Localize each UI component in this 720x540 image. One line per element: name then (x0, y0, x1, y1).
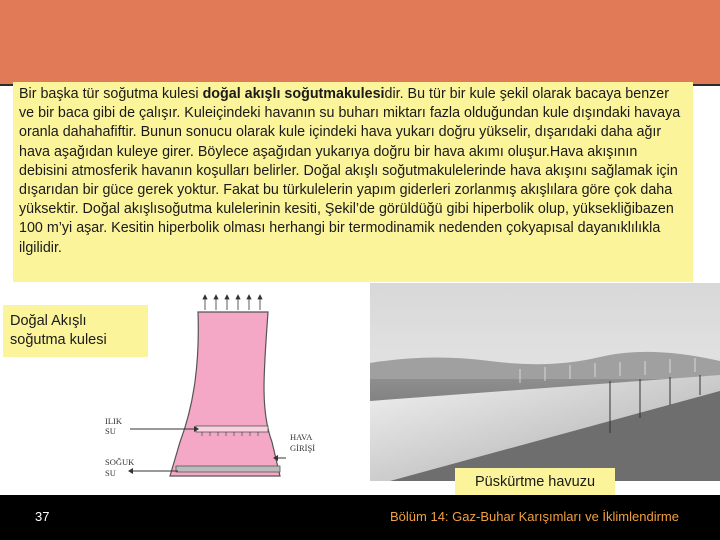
chapter-title: Bölüm 14: Gaz-Buhar Karışımları ve İklimlendirme (390, 509, 679, 524)
spray-pond-photo (370, 283, 720, 481)
paragraph-text-rest: dir. Bu tür bir kule şekil olarak bacaya benzer ve bir baca gibi de çalışır. Kuleiçindeki havanın su buharı miktarı fazla olduğundan kule dışındaki havaya oranla dahahafiftir. Bunun sonucu olarak kule içindeki hava yukarı doğru yükselir, dışarıdaki daha ağır hava aşağıdan kuleye girer. Böylece aşağıdan yukarıya doğru bir hava akımı oluşur.Hava akışının debisini atmosferik havanın koşulları belirler. Doğal akışlı soğutmakulelerinde hava akışını sağlamak için dışarıdan bir güce gerek yoktur. Fakat bu türkulelerin yapım giderleri zorlanmış akışlılara göre çok daha yüksektir. Doğal akışlısoğutma kulelerinin kesiti, Şekil’de görüldüğü gibi hiperbolik olup, yüksekliğibazen 100 m’yi aşar. Kesitin hiperbolik olması herhangi bir termodinamik nedenden çokyapısal dayanıklılıkla ilgilidir. (19, 86, 681, 256)
air-outflow-arrows (203, 295, 262, 310)
natural-draft-tower-label: Doğal Akışlı soğutma kulesi (3, 305, 148, 357)
paragraph-text-start: Bir başka tür soğutma kulesi (19, 86, 203, 102)
warm-water-label-2: SU (105, 426, 116, 436)
air-inlet-label-2: GİRİŞİ (290, 443, 316, 453)
tower-body (170, 312, 280, 476)
cold-water-arrow-icon (128, 468, 133, 474)
description-paragraph (13, 82, 693, 282)
header-band (0, 0, 720, 85)
page-number: 37 (35, 509, 50, 524)
spray-pond-label: Püskürtme havuzu (455, 468, 615, 498)
paragraph-bold-term: doğal akışlı soğutmakulesi (202, 86, 385, 102)
cold-water-basin (176, 466, 280, 472)
cold-water-label-1: SOĞUK (105, 457, 135, 467)
warm-water-label-1: ILIK (105, 416, 122, 426)
cold-water-label-2: SU (105, 468, 116, 478)
water-distribution-pipe (196, 426, 268, 432)
air-inlet-label-1: HAVA (290, 432, 313, 442)
